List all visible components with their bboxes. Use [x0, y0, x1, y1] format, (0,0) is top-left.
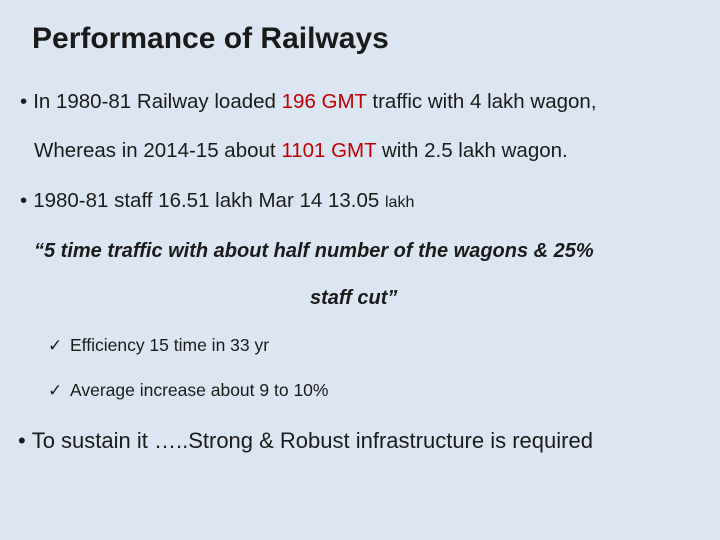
bullet-text: To sustain it …..Strong & Robust infrastructure is required: [31, 428, 593, 453]
check-item-efficiency: [48, 335, 269, 356]
check-item-average: [48, 380, 328, 401]
highlight-1101-gmt: 1101 GMT: [281, 139, 377, 162]
bullet-line-staff: [20, 189, 414, 213]
bullet-text: Whereas in 2014-15 about: [34, 139, 282, 162]
bullet-text: In 1980-81 Railway loaded: [33, 90, 282, 113]
check-item-text: Efficiency 15 time in 33 yr: [70, 335, 270, 355]
bullet-small-unit: lakh: [384, 194, 415, 211]
bullet-dot-icon: •: [20, 90, 28, 113]
highlight-196-gmt: 196 GMT: [281, 90, 367, 113]
bullet-text: 1980-81 staff 16.51 lakh Mar 14 13.05: [33, 189, 385, 212]
bullet-text: traffic with 4 lakh wagon,: [366, 90, 597, 113]
bullet-text: with 2.5 lakh wagon.: [376, 139, 568, 162]
bullet-line-1980-traffic: [20, 90, 597, 114]
checkmark-icon: ✓: [48, 336, 63, 355]
bullet-line-2014-traffic: [34, 139, 568, 163]
check-item-text: Average increase about 9 to 10%: [70, 380, 329, 400]
quote-line-1: “5 time traffic with about half number of the wagons & 25%: [34, 240, 594, 262]
bullet-dot-icon: •: [18, 428, 26, 453]
slide-title: Performance of Railways: [32, 22, 389, 55]
bullet-dot-icon: •: [20, 189, 28, 212]
checkmark-icon: ✓: [48, 381, 63, 400]
quote-line-2: staff cut”: [310, 287, 398, 309]
bullet-line-infrastructure: [18, 428, 593, 454]
